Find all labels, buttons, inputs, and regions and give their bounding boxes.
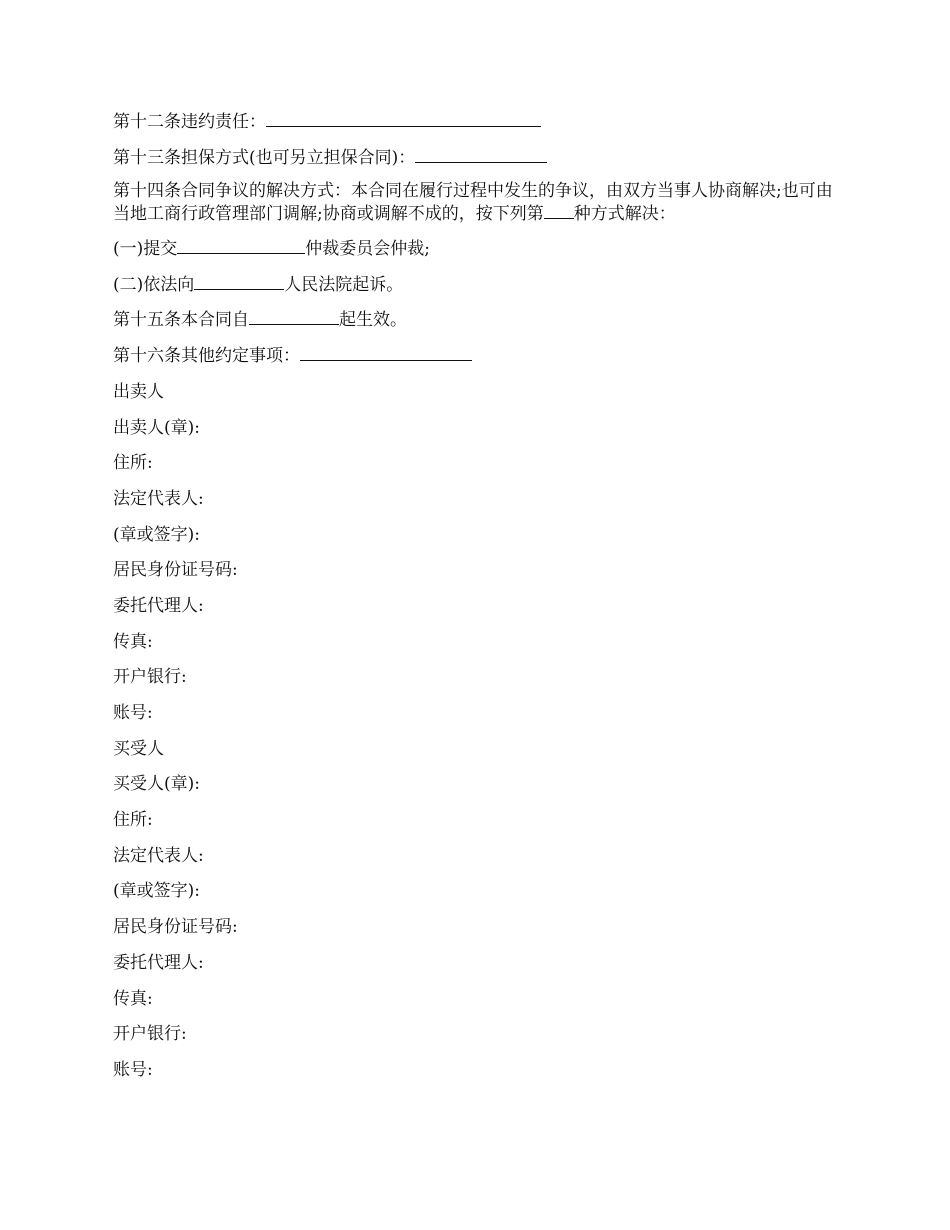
seller-address-field: 住所: bbox=[113, 453, 153, 474]
clause-15-prefix: 第十五条本合同自 bbox=[113, 310, 249, 331]
seller-bank-field: 开户银行: bbox=[113, 667, 187, 688]
clause-13 bbox=[113, 146, 838, 170]
buyer-legal-rep-field: 法定代表人: bbox=[113, 845, 204, 866]
seller-fax-field: 传真: bbox=[113, 631, 153, 652]
seller-sign-field: (章或签字): bbox=[113, 524, 200, 545]
document-body bbox=[113, 110, 838, 1094]
seller-seal-field: 出卖人(章): bbox=[113, 417, 200, 438]
clause-16 bbox=[113, 344, 838, 368]
seller-agent-field: 委托代理人: bbox=[113, 595, 204, 616]
seller-legal-rep-field: 法定代表人: bbox=[113, 488, 204, 509]
arbitration-commission-blank bbox=[177, 237, 305, 254]
option-1-prefix: (一)提交 bbox=[113, 239, 178, 260]
option-2-suffix: 人民法院起诉。 bbox=[284, 274, 404, 295]
buyer-seal-field: 买受人(章): bbox=[113, 774, 200, 795]
buyer-id-number-field: 居民身份证号码: bbox=[113, 917, 238, 938]
buyer-bank-field: 开户银行: bbox=[113, 1024, 187, 1045]
seller-heading: 出卖人 bbox=[113, 381, 164, 402]
seller-account-field: 账号: bbox=[113, 703, 153, 723]
breach-liability-blank bbox=[266, 110, 541, 127]
dispute-option-blank bbox=[544, 202, 574, 219]
clause-12 bbox=[113, 110, 838, 134]
court-blank bbox=[194, 273, 284, 290]
option-2-prefix: (二)依法向 bbox=[113, 274, 195, 295]
clause-15 bbox=[113, 308, 838, 332]
clause-16-text: 第十六条其他约定事项： bbox=[113, 346, 300, 367]
dispute-option-2 bbox=[113, 273, 838, 297]
buyer-account-field: 账号: bbox=[113, 1059, 153, 1080]
seller-id-number-field: 居民身份证号码: bbox=[113, 560, 238, 581]
effective-date-blank bbox=[249, 308, 339, 325]
buyer-fax-field: 传真: bbox=[113, 988, 153, 1009]
clause-13-text: 第十三条担保方式(也可另立担保合同)： bbox=[113, 147, 416, 168]
dispute-option-1 bbox=[113, 237, 838, 261]
clause-14-text-end: 种方式解决： bbox=[573, 204, 676, 225]
buyer-heading: 买受人 bbox=[113, 738, 164, 759]
clause-14 bbox=[113, 181, 838, 225]
buyer-address-field: 住所: bbox=[113, 810, 153, 831]
clause-12-text: 第十二条违约责任： bbox=[113, 112, 266, 132]
clause-15-suffix: 起生效。 bbox=[339, 310, 407, 331]
guarantee-method-blank bbox=[415, 146, 547, 163]
other-matters-blank bbox=[300, 344, 472, 361]
buyer-sign-field: (章或签字): bbox=[113, 881, 200, 902]
clause-14-text: 第十四条合同争议的解决方式：本合同在履行过程中发生的争议，由双方当事人协商解决;也可由当地工商行政管理部门调解;协商或调解不成的，按下列第 bbox=[113, 181, 833, 225]
buyer-agent-field: 委托代理人: bbox=[113, 952, 204, 973]
option-1-suffix: 仲裁委员会仲裁; bbox=[305, 239, 430, 260]
